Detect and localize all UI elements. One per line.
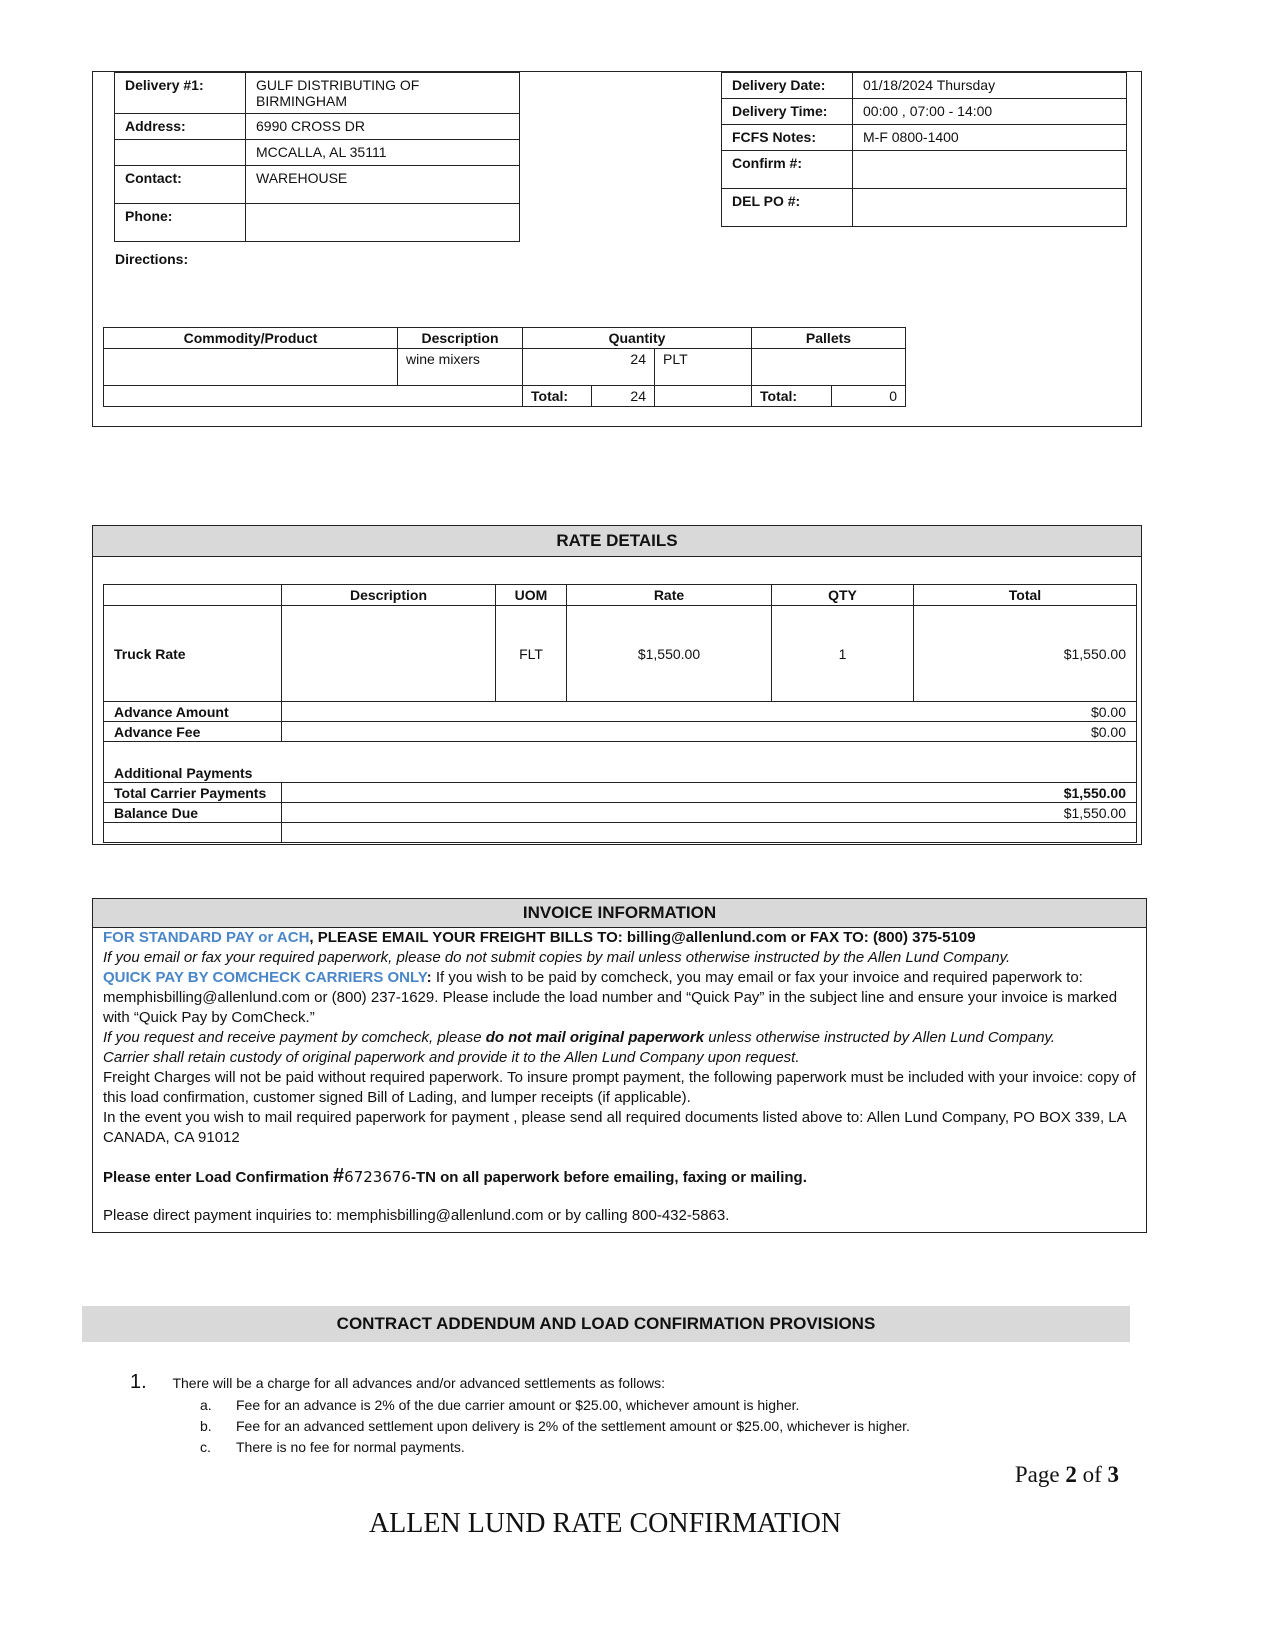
commodity-total-row-qty bbox=[523, 386, 655, 407]
address-line1: 6990 CROSS DR bbox=[246, 114, 520, 140]
additional-payments-label: Additional Payments bbox=[104, 742, 1137, 783]
invoice-line-standard bbox=[103, 928, 1136, 948]
rate-header-blank bbox=[104, 585, 282, 606]
del-po-label: DEL PO #: bbox=[722, 189, 853, 227]
page-of: of bbox=[1076, 1462, 1108, 1487]
commodity-pallets bbox=[752, 349, 906, 386]
quickpay-colon: : bbox=[426, 969, 432, 986]
provision-sub-c-letter: c. bbox=[200, 1439, 211, 1455]
commodity-header-pallets: Pallets bbox=[752, 328, 906, 349]
invoice-line-comcheck bbox=[103, 1028, 1136, 1048]
provision-sub-c bbox=[200, 1439, 465, 1455]
provision-item-1-text: There will be a charge for all advances and/or advanced settlements as follows: bbox=[172, 1375, 666, 1391]
load-confirmation-text-b: -TN on all paperwork before emailing, faxing or mailing. bbox=[410, 1169, 807, 1186]
delivery-name: GULF DISTRIBUTING OF BIRMINGHAM bbox=[246, 73, 520, 114]
invoice-line-no-mail: If you email or fax your required paperwork, please do not submit copies by mail unless otherwise instructed by the Allen Lund Company. bbox=[103, 949, 1011, 966]
contact-label: Contact: bbox=[115, 166, 246, 204]
fcfs-label: FCFS Notes: bbox=[722, 125, 853, 151]
truck-rate-total: $1,550.00 bbox=[914, 606, 1137, 702]
load-confirmation-hash: # bbox=[333, 1165, 345, 1187]
del-po-value bbox=[853, 189, 1127, 227]
commodity-qty: 24 bbox=[523, 349, 655, 386]
address-label: Address: bbox=[115, 114, 246, 140]
pallets-total-value: 0 bbox=[832, 386, 906, 407]
standard-pay-text: , PLEASE EMAIL YOUR FREIGHT BILLS TO: billing@allenlund.com or FAX TO: (800) 375-5109 bbox=[309, 929, 976, 946]
pallets-total-label: Total: bbox=[752, 386, 832, 407]
truck-rate-qty: 1 bbox=[772, 606, 914, 702]
total-carrier-label: Total Carrier Payments bbox=[104, 783, 282, 803]
commodity-header-description: Description bbox=[398, 328, 523, 349]
rate-details-section bbox=[92, 525, 1142, 845]
balance-due-label: Balance Due bbox=[104, 803, 282, 823]
confirm-label: Confirm #: bbox=[722, 151, 853, 189]
advance-fee-value: $0.00 bbox=[282, 722, 1137, 742]
invoice-section bbox=[92, 898, 1147, 1233]
commodity-product bbox=[104, 349, 398, 386]
delivery-label: Delivery #1: bbox=[115, 73, 246, 114]
commodity-unit: PLT bbox=[655, 349, 752, 386]
commodity-header-quantity: Quantity bbox=[523, 328, 752, 349]
qty-total-blank bbox=[655, 386, 752, 407]
invoice-line-custody: Carrier shall retain custody of original paperwork and provide it to the Allen Lund Company upon request. bbox=[103, 1049, 800, 1066]
truck-rate-rate: $1,550.00 bbox=[567, 606, 772, 702]
delivery-time-value: 00:00 , 07:00 - 14:00 bbox=[853, 99, 1127, 125]
page-number: 2 bbox=[1065, 1462, 1077, 1487]
provisions-title: CONTRACT ADDENDUM AND LOAD CONFIRMATION PROVISIONS bbox=[82, 1306, 1130, 1342]
address-label-blank bbox=[115, 140, 246, 166]
qty-total-label: Total: bbox=[523, 386, 592, 406]
delivery-date-label: Delivery Date: bbox=[722, 73, 853, 99]
qty-total-value: 24 bbox=[630, 388, 646, 404]
advance-fee-label: Advance Fee bbox=[104, 722, 282, 742]
provision-item-1-number: 1. bbox=[130, 1371, 147, 1393]
rate-table bbox=[103, 584, 1137, 843]
rate-header-uom: UOM bbox=[496, 585, 567, 606]
address-line2: MCCALLA, AL 35111 bbox=[246, 140, 520, 166]
delivery-left-table bbox=[114, 72, 520, 242]
invoice-line-mail: In the event you wish to mail required paperwork for payment , please send all required documents listed above to: Allen Lund Company, PO BOX 339, LA CANADA, CA 91012 bbox=[103, 1109, 1126, 1146]
invoice-line-freight: Freight Charges will not be paid without required paperwork. To insure prompt payment, the following paperwork must be included with your invoice: copy of this load confirmation, customer signed Bill of Lading, and lumper receipts (if applicable). bbox=[103, 1069, 1136, 1106]
rate-header-rate: Rate bbox=[567, 585, 772, 606]
invoice-line-inquiries: Please direct payment inquiries to: memphisbilling@allenlund.com or by calling 800-432-5863. bbox=[103, 1207, 730, 1224]
directions-label: Directions: bbox=[115, 251, 189, 267]
quickpay-text: If you wish to be paid by comcheck, you may email or fax your invoice and required paperwork to: memphisbilling@allenlund.com or (800) 237-1629. Please include the load number and “Quick Pay” in the subject line and ensure your invoice is marked with “Quick Pay by ComCheck.” bbox=[103, 969, 1118, 1026]
rate-header-total: Total bbox=[914, 585, 1137, 606]
invoice-line-quickpay bbox=[103, 968, 1136, 1028]
rate-header-qty: QTY bbox=[772, 585, 914, 606]
rate-details-title: RATE DETAILS bbox=[93, 526, 1141, 557]
provision-sub-b bbox=[200, 1418, 910, 1434]
confirm-value bbox=[853, 151, 1127, 189]
invoice-title: INVOICE INFORMATION bbox=[93, 899, 1146, 928]
fcfs-value: M-F 0800-1400 bbox=[853, 125, 1127, 151]
commodity-table bbox=[103, 327, 906, 407]
truck-rate-description bbox=[282, 606, 496, 702]
commodity-header-product: Commodity/Product bbox=[104, 328, 398, 349]
rate-blank-left bbox=[104, 823, 282, 843]
quickpay-label: QUICK PAY BY COMCHECK CARRIERS ONLY bbox=[103, 969, 427, 986]
comcheck-text-a: If you request and receive payment by comcheck, please bbox=[103, 1029, 486, 1046]
rate-header-description: Description bbox=[282, 585, 496, 606]
provision-sub-a-letter: a. bbox=[200, 1397, 212, 1413]
advance-amount-label: Advance Amount bbox=[104, 702, 282, 722]
delivery-right-table bbox=[721, 72, 1127, 227]
truck-rate-label: Truck Rate bbox=[104, 606, 282, 702]
page-indicator bbox=[1015, 1462, 1119, 1488]
phone-value bbox=[246, 204, 520, 242]
provision-sub-c-text: There is no fee for normal payments. bbox=[236, 1439, 465, 1455]
load-confirmation-text-a: Please enter Load Confirmation bbox=[103, 1169, 334, 1186]
contact-value: WAREHOUSE bbox=[246, 166, 520, 204]
provision-sub-a bbox=[200, 1397, 799, 1413]
page-total: 3 bbox=[1107, 1462, 1119, 1487]
invoice-line-load-confirmation bbox=[103, 1166, 1136, 1188]
commodity-total-spacer bbox=[104, 386, 523, 407]
page-prefix: Page bbox=[1014, 1462, 1066, 1487]
load-confirmation-number: 6723676 bbox=[344, 1168, 411, 1186]
truck-rate-uom: FLT bbox=[496, 606, 567, 702]
invoice-body bbox=[93, 928, 1146, 1226]
standard-pay-label: FOR STANDARD PAY or ACH bbox=[103, 929, 310, 946]
comcheck-text-b: unless otherwise instructed by Allen Lund Company. bbox=[704, 1029, 1056, 1046]
phone-label: Phone: bbox=[115, 204, 246, 242]
provision-sub-b-letter: b. bbox=[200, 1418, 212, 1434]
document-title: ALLEN LUND RATE CONFIRMATION bbox=[368, 1508, 842, 1539]
balance-due-value: $1,550.00 bbox=[282, 803, 1137, 823]
delivery-date-value: 01/18/2024 Thursday bbox=[853, 73, 1127, 99]
commodity-description: wine mixers bbox=[398, 349, 523, 386]
delivery-time-label: Delivery Time: bbox=[722, 99, 853, 125]
rate-blank-right bbox=[282, 823, 1137, 843]
comcheck-bold: do not mail original paperwork bbox=[485, 1029, 705, 1046]
advance-amount-value: $0.00 bbox=[282, 702, 1137, 722]
provision-sub-b-text: Fee for an advanced settlement upon delivery is 2% of the settlement amount or $25.00, whichever is higher. bbox=[236, 1418, 910, 1434]
total-carrier-value: $1,550.00 bbox=[282, 783, 1137, 803]
delivery-section bbox=[92, 71, 1142, 427]
provision-sub-a-text: Fee for an advance is 2% of the due carrier amount or $25.00, whichever amount is higher. bbox=[236, 1397, 800, 1413]
provision-item-1 bbox=[130, 1371, 665, 1394]
